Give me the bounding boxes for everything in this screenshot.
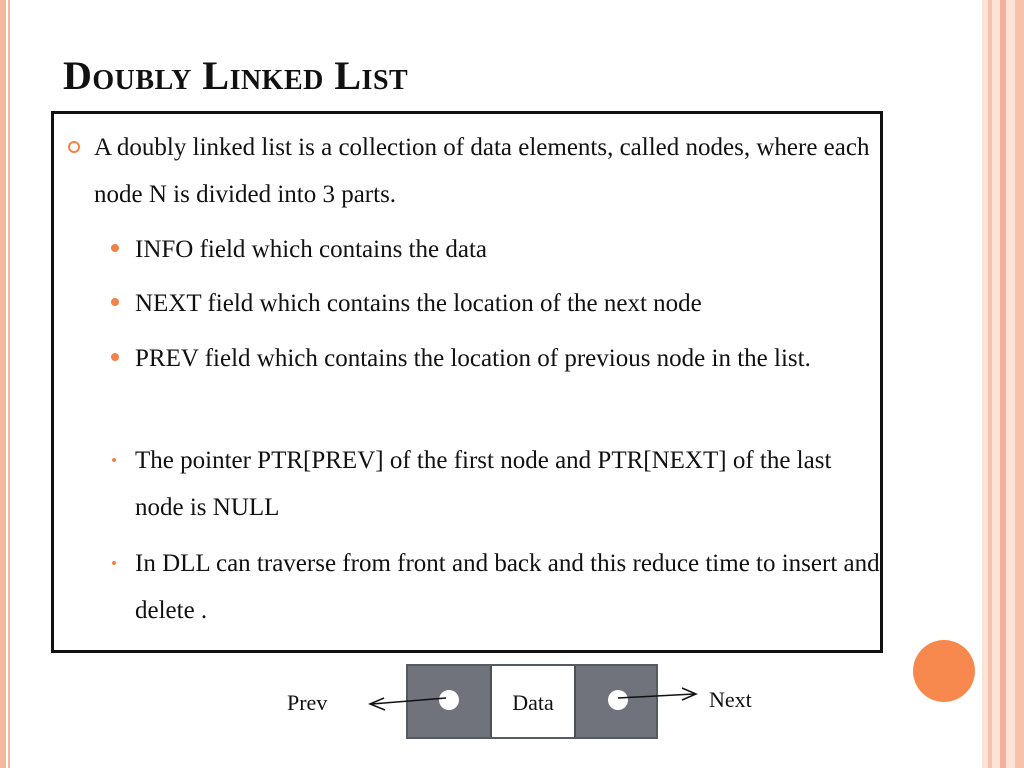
dot-bullet-icon bbox=[111, 298, 119, 306]
data-cell bbox=[490, 666, 576, 737]
prev-pointer-dot bbox=[439, 690, 459, 710]
dll-node-diagram bbox=[406, 664, 658, 739]
prev-pointer-cell bbox=[408, 666, 488, 737]
data-label: Data bbox=[512, 690, 554, 715]
ring-bullet-icon bbox=[68, 141, 80, 153]
slide-frame-left-inner bbox=[8, 0, 10, 768]
list-item-traverse: In DLL can traverse from front and back and this reduce time to insert and delete . bbox=[135, 550, 880, 624]
small-bullet-icon bbox=[112, 561, 116, 565]
decorative-circle bbox=[913, 640, 975, 702]
slide-title: Doubly Linked List bbox=[63, 53, 409, 98]
next-pointer-dot bbox=[608, 690, 628, 710]
dot-bullet-icon bbox=[111, 353, 119, 361]
slide-frame-right bbox=[992, 0, 1000, 768]
content-box bbox=[51, 111, 883, 653]
slide-frame-right bbox=[1006, 0, 1015, 768]
intro-text: A doubly linked list is a collection of data elements, called nodes, where each node N is divided into 3 parts. bbox=[94, 134, 870, 208]
next-pointer-cell bbox=[578, 666, 656, 737]
list-item-info: INFO field which contains the data bbox=[135, 236, 487, 263]
list-item-null-pointers: The pointer PTR[PREV] of the first node and PTR[NEXT] of the last node is NULL bbox=[135, 447, 832, 521]
slide-frame-right bbox=[1015, 0, 1024, 768]
list-item-prev: PREV field which contains the location of previous node in the list. bbox=[135, 345, 811, 372]
slide-frame-left bbox=[0, 0, 6, 768]
dot-bullet-icon bbox=[111, 244, 119, 252]
prev-label: Prev bbox=[287, 690, 328, 715]
next-label: Next bbox=[709, 687, 752, 712]
list-item-next: NEXT field which contains the location of the next node bbox=[135, 290, 702, 317]
small-bullet-icon bbox=[112, 458, 116, 462]
